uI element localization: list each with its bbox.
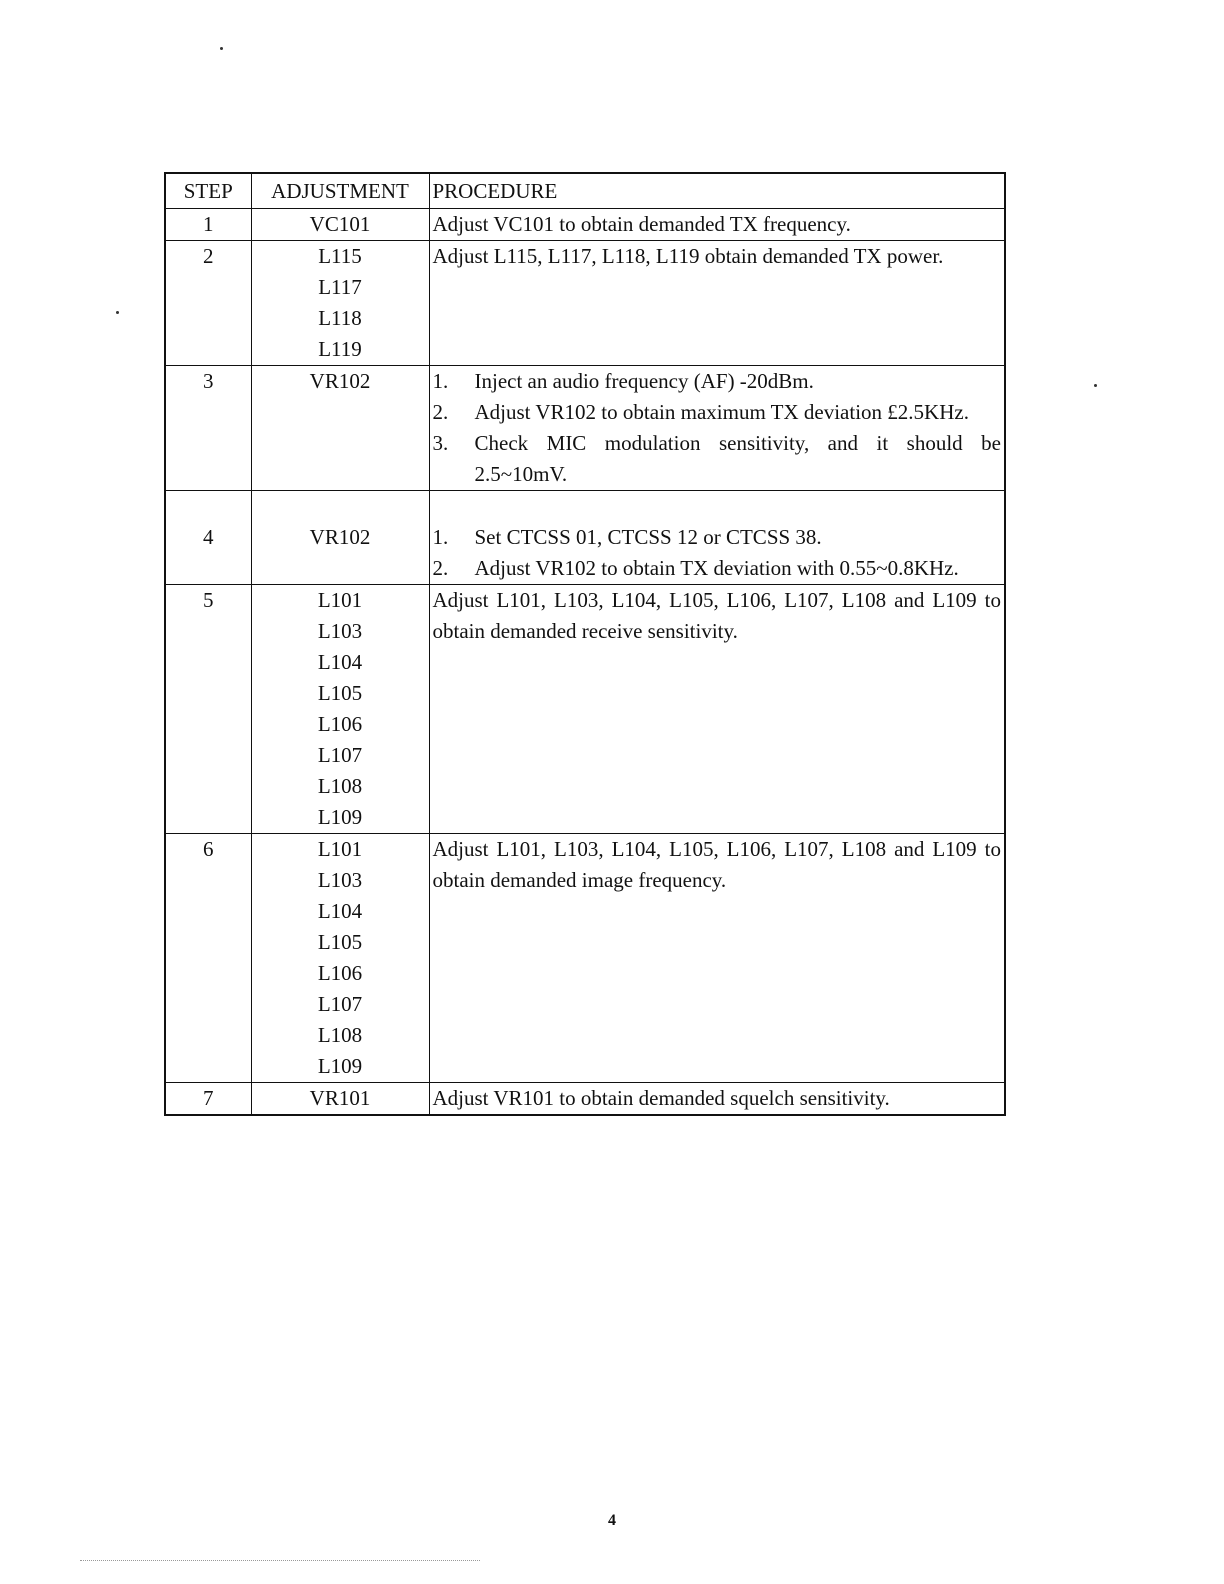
component-label: L106 [317,961,363,985]
component-label: L103 [317,619,363,643]
procedure-list-item [433,522,1002,553]
procedure-list-item [433,428,1002,490]
component-label: L107 [317,743,363,767]
adjustment-cell [251,1083,429,1116]
component-label: VC101 [309,212,371,236]
procedure-list [433,366,1002,490]
scan-speck [1094,384,1097,387]
procedure-list-item [433,553,1002,584]
list-number: 2. [432,400,449,424]
procedure-list [433,522,1002,584]
procedure-text: Adjust VR101 to obtain demanded squelch sensitivity. [429,1083,1005,1116]
component-label: L107 [317,992,363,1016]
component-label: VR102 [309,525,371,549]
procedure-cell [429,491,1005,585]
list-text: Adjust VR102 to obtain maximum TX deviation £2.5KHz. [474,400,969,424]
component-label: L104 [317,899,363,923]
component-label: L108 [317,774,363,798]
scan-speck [116,311,119,314]
header-adjustment: ADJUSTMENT [251,173,429,209]
component-label: L106 [317,712,363,736]
table-row [165,1083,1005,1116]
procedure-text: Adjust L101, L103, L104, L105, L106, L107, L108 and L109 to obtain demanded image frequency. [429,834,1005,1083]
list-number: 3. [432,431,449,455]
component-label: L105 [317,930,363,954]
table-row [165,209,1005,241]
component-label: VR101 [309,1086,371,1110]
list-number: 1. [432,369,449,393]
procedure-list-item [433,397,1002,428]
step-number: 6 [165,834,251,1083]
procedure-list-item [433,366,1002,397]
component-label: L119 [318,337,362,361]
adjustment-cell [251,834,429,1083]
list-number: 2. [432,556,449,580]
table-row [165,834,1005,1083]
component-label: L108 [317,1023,363,1047]
scan-edge-artifact [80,1560,480,1562]
adjustment-cell [251,241,429,366]
header-step: STEP [165,173,251,209]
procedure-text: Adjust L115, L117, L118, L119 obtain demanded TX power. [429,241,1005,366]
component-label: L105 [317,681,363,705]
step-number: 4 [165,491,251,585]
table-row [165,491,1005,585]
table-row [165,585,1005,834]
step-number: 1 [165,209,251,241]
header-procedure: PROCEDURE [429,173,1005,209]
component-label: L118 [318,306,362,330]
scan-speck [220,47,223,50]
adjustment-table [164,172,1006,1116]
component-label: L103 [317,868,363,892]
procedure-text: Adjust L101, L103, L104, L105, L106, L107, L108 and L109 to obtain demanded receive sensitivity. [429,585,1005,834]
table-row [165,241,1005,366]
component-label: L109 [317,805,363,829]
list-number: 1. [432,525,449,549]
table-header-row [165,173,1005,209]
table-row [165,366,1005,491]
adjustment-cell [251,209,429,241]
adjustment-cell [251,585,429,834]
list-text: Inject an audio frequency (AF) -20dBm. [474,369,814,393]
step-number: 7 [165,1083,251,1116]
step-number: 2 [165,241,251,366]
step-number: 3 [165,366,251,491]
step-number: 5 [165,585,251,834]
list-text: Adjust VR102 to obtain TX deviation with 0.55~0.8KHz. [474,556,959,580]
component-label: L115 [318,244,362,268]
component-label: L104 [317,650,363,674]
component-label: VR102 [309,369,371,393]
procedure-cell [429,366,1005,491]
component-label: L101 [317,588,363,612]
component-label: L117 [318,275,362,299]
component-label: L109 [317,1054,363,1078]
adjustment-cell [251,366,429,491]
page-number: 4 [608,1512,616,1529]
procedure-text: Adjust VC101 to obtain demanded TX frequency. [429,209,1005,241]
list-text: Check MIC modulation sensitivity, and it should be 2.5~10mV. [474,431,1001,486]
adjustment-cell [251,491,429,585]
list-text: Set CTCSS 01, CTCSS 12 or CTCSS 38. [474,525,822,549]
component-label: L101 [317,837,363,861]
